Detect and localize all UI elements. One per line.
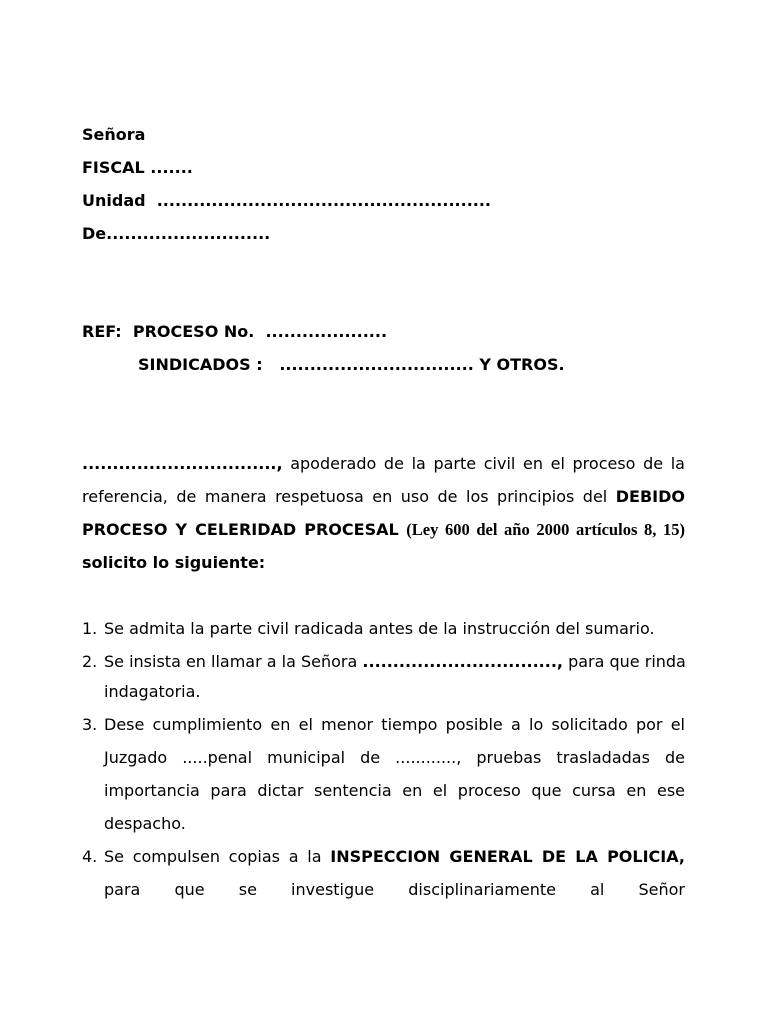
- body-bold-text: DEBIDO: [615, 487, 685, 506]
- body-text: referencia, de manera respetuosa en uso de los principios del: [82, 487, 608, 506]
- item-text-part: para que rinda: [568, 652, 686, 671]
- addressee-title: Señora: [82, 125, 146, 144]
- word: al: [590, 880, 605, 899]
- person-name-blank: ................................,: [362, 652, 563, 671]
- institution-name: INSPECCION GENERAL DE LA POLICIA,: [330, 847, 686, 866]
- word: disciplinariamente: [408, 880, 556, 899]
- item-text: despacho.: [104, 814, 186, 833]
- addressee-unidad: Unidad .......................................................: [82, 191, 492, 210]
- ref-proceso: REF: PROCESO No. ....................: [82, 322, 388, 341]
- body-line-1: [82, 454, 685, 474]
- item-number: 4.: [82, 847, 98, 866]
- item-text: [104, 652, 685, 672]
- word: se: [238, 880, 257, 899]
- item-number: 2.: [82, 652, 98, 671]
- body-text: apoderado de la parte civil en el proceso de la: [290, 454, 685, 473]
- spread-text: [104, 880, 685, 900]
- item-text: indagatoria.: [104, 682, 201, 701]
- item-text: [104, 880, 685, 900]
- word: investigue: [291, 880, 375, 899]
- item-text: [104, 847, 685, 867]
- item-number: 1.: [82, 619, 98, 638]
- body-line-2: [82, 487, 685, 507]
- item-text-part: Se insista en llamar a la Señora: [104, 652, 358, 671]
- addressee-fiscal: FISCAL .......: [82, 158, 193, 177]
- attorney-name-blank: ................................,: [82, 454, 283, 473]
- word: para: [104, 880, 141, 899]
- word: Señor: [638, 880, 685, 899]
- item-text: importancia para dictar sentencia en el proceso que cursa en ese: [104, 781, 685, 800]
- addressee-de: De...........................: [82, 224, 271, 243]
- body-line-4: solicito lo siguiente:: [82, 553, 266, 572]
- item-number: 3.: [82, 715, 98, 734]
- word: que: [174, 880, 205, 899]
- item-text: Dese cumplimiento en el menor tiempo posible a lo solicitado por el: [104, 715, 685, 734]
- item-text: Se admita la parte civil radicada antes de la instrucción del sumario.: [104, 619, 655, 638]
- item-text: Juzgado .....penal municipal de ............, pruebas trasladadas de: [104, 748, 685, 767]
- body-bold-text: PROCESO Y CELERIDAD PROCESAL: [82, 520, 399, 539]
- law-citation: (Ley 600 del año 2000 artículos 8, 15): [406, 520, 685, 539]
- item-text-part: Se compulsen copias a la: [104, 847, 322, 866]
- body-line-3: [82, 520, 685, 540]
- ref-sindicados: SINDICADOS : ................................ Y OTROS.: [138, 355, 565, 374]
